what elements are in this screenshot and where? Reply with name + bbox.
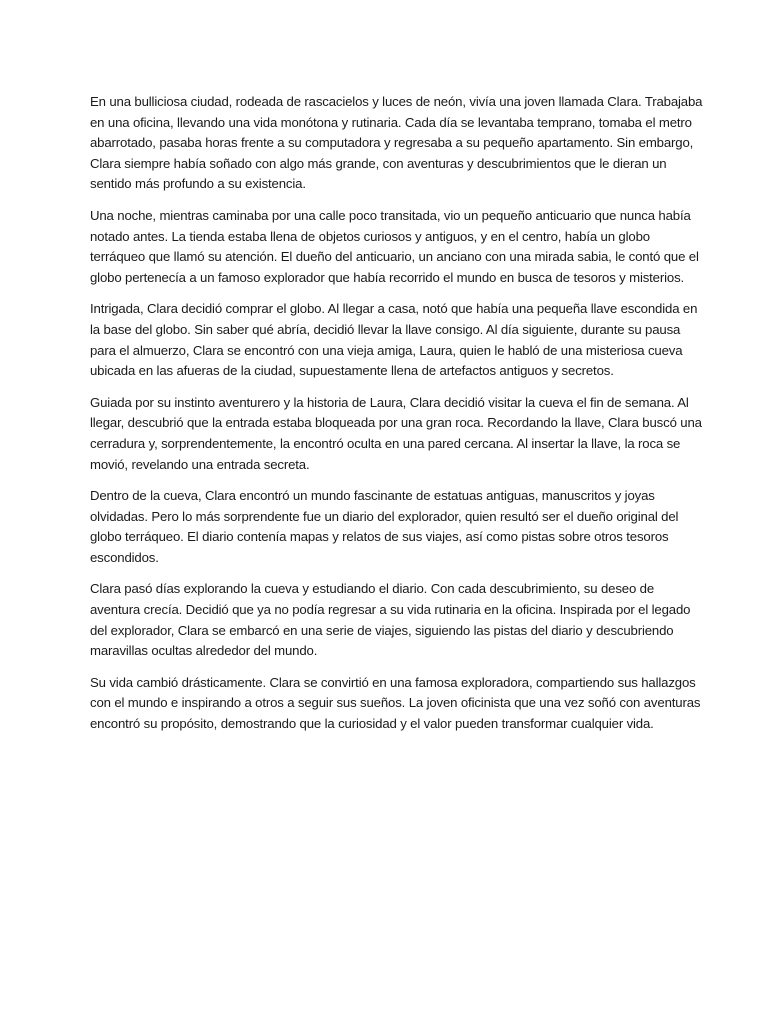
paragraph-6: Clara pasó días explorando la cueva y estudiando el diario. Con cada descubrimiento, su deseo de aventura crecía. Decidió que ya no podía regresar a su vida rutinaria en la oficina. Inspirada por el legado del explorador, Clara se embarcó en una serie de viajes, siguiendo las pistas del diario y descubriendo maravillas ocultas alrededor del mundo. — [90, 581, 691, 659]
paragraph-2: Una noche, mientras caminaba por una calle poco transitada, vio un pequeño anticuario que nunca había notado antes. La tienda estaba llena de objetos curiosos y antiguos, y en el centro, había un globo terráqueo que llamó su atención. El dueño del anticuario, un anciano con una mirada sabia, le contó que el globo pertenecía a un famoso explorador que había recorrido el mundo en busca de tesoros y misterios. — [90, 207, 699, 285]
paragraph-3: Intrigada, Clara decidió comprar el globo. Al llegar a casa, notó que había una pequeña llave escondida en la base del globo. Sin saber qué abría, decidió llevar la llave consigo. Al día siguiente, durante su pausa para el almuerzo, Clara se encontró con una vieja amiga, Laura, quien le habló de una misteriosa cueva ubicada en las afueras de la ciudad, supuestamente llena de artefactos antiguos y secretos. — [90, 301, 698, 379]
paragraph-1: En una bulliciosa ciudad, rodeada de rascacielos y luces de neón, vivía una joven llamada Clara. Trabajaba en una oficina, llevando una vida monótona y rutinaria. Cada día se levantaba temprano, tomaba el metro abarrotado, pasaba horas frente a su computadora y regresaba a su pequeño apartamento. Sin embargo, Clara siempre había soñado con algo más grande, con aventuras y descubrimientos que le dieran un sentido más profundo a su existencia. — [90, 94, 703, 192]
paragraph-7: Su vida cambió drásticamente. Clara se convirtió en una famosa exploradora, compartiendo sus hallazgos con el mundo e inspirando a otros a seguir sus sueños. La joven oficinista que una vez soñó con aventuras encontró su propósito, demostrando que la curiosidad y el valor pueden transformar cualquier vida. — [90, 674, 701, 732]
document-body — [90, 92, 706, 735]
paragraph-4: Guiada por su instinto aventurero y la historia de Laura, Clara decidió visitar la cueva el fin de semana. Al llegar, descubrió que la entrada estaba bloqueada por una gran roca. Recordando la llave, Clara buscó una cerradura y, sorprendentemente, la encontró oculta en una pared cercana. Al insertar la llave, la roca se movió, revelando una entrada secreta. — [90, 394, 702, 472]
paragraph-5: Dentro de la cueva, Clara encontró un mundo fascinante de estatuas antiguas, manuscritos y joyas olvidadas. Pero lo más sorprendente fue un diario del explorador, quien resultó ser el dueño original del globo terráqueo. El diario contenía mapas y relatos de sus viajes, así como pistas sobre otros tesoros escondidos. — [90, 488, 679, 565]
